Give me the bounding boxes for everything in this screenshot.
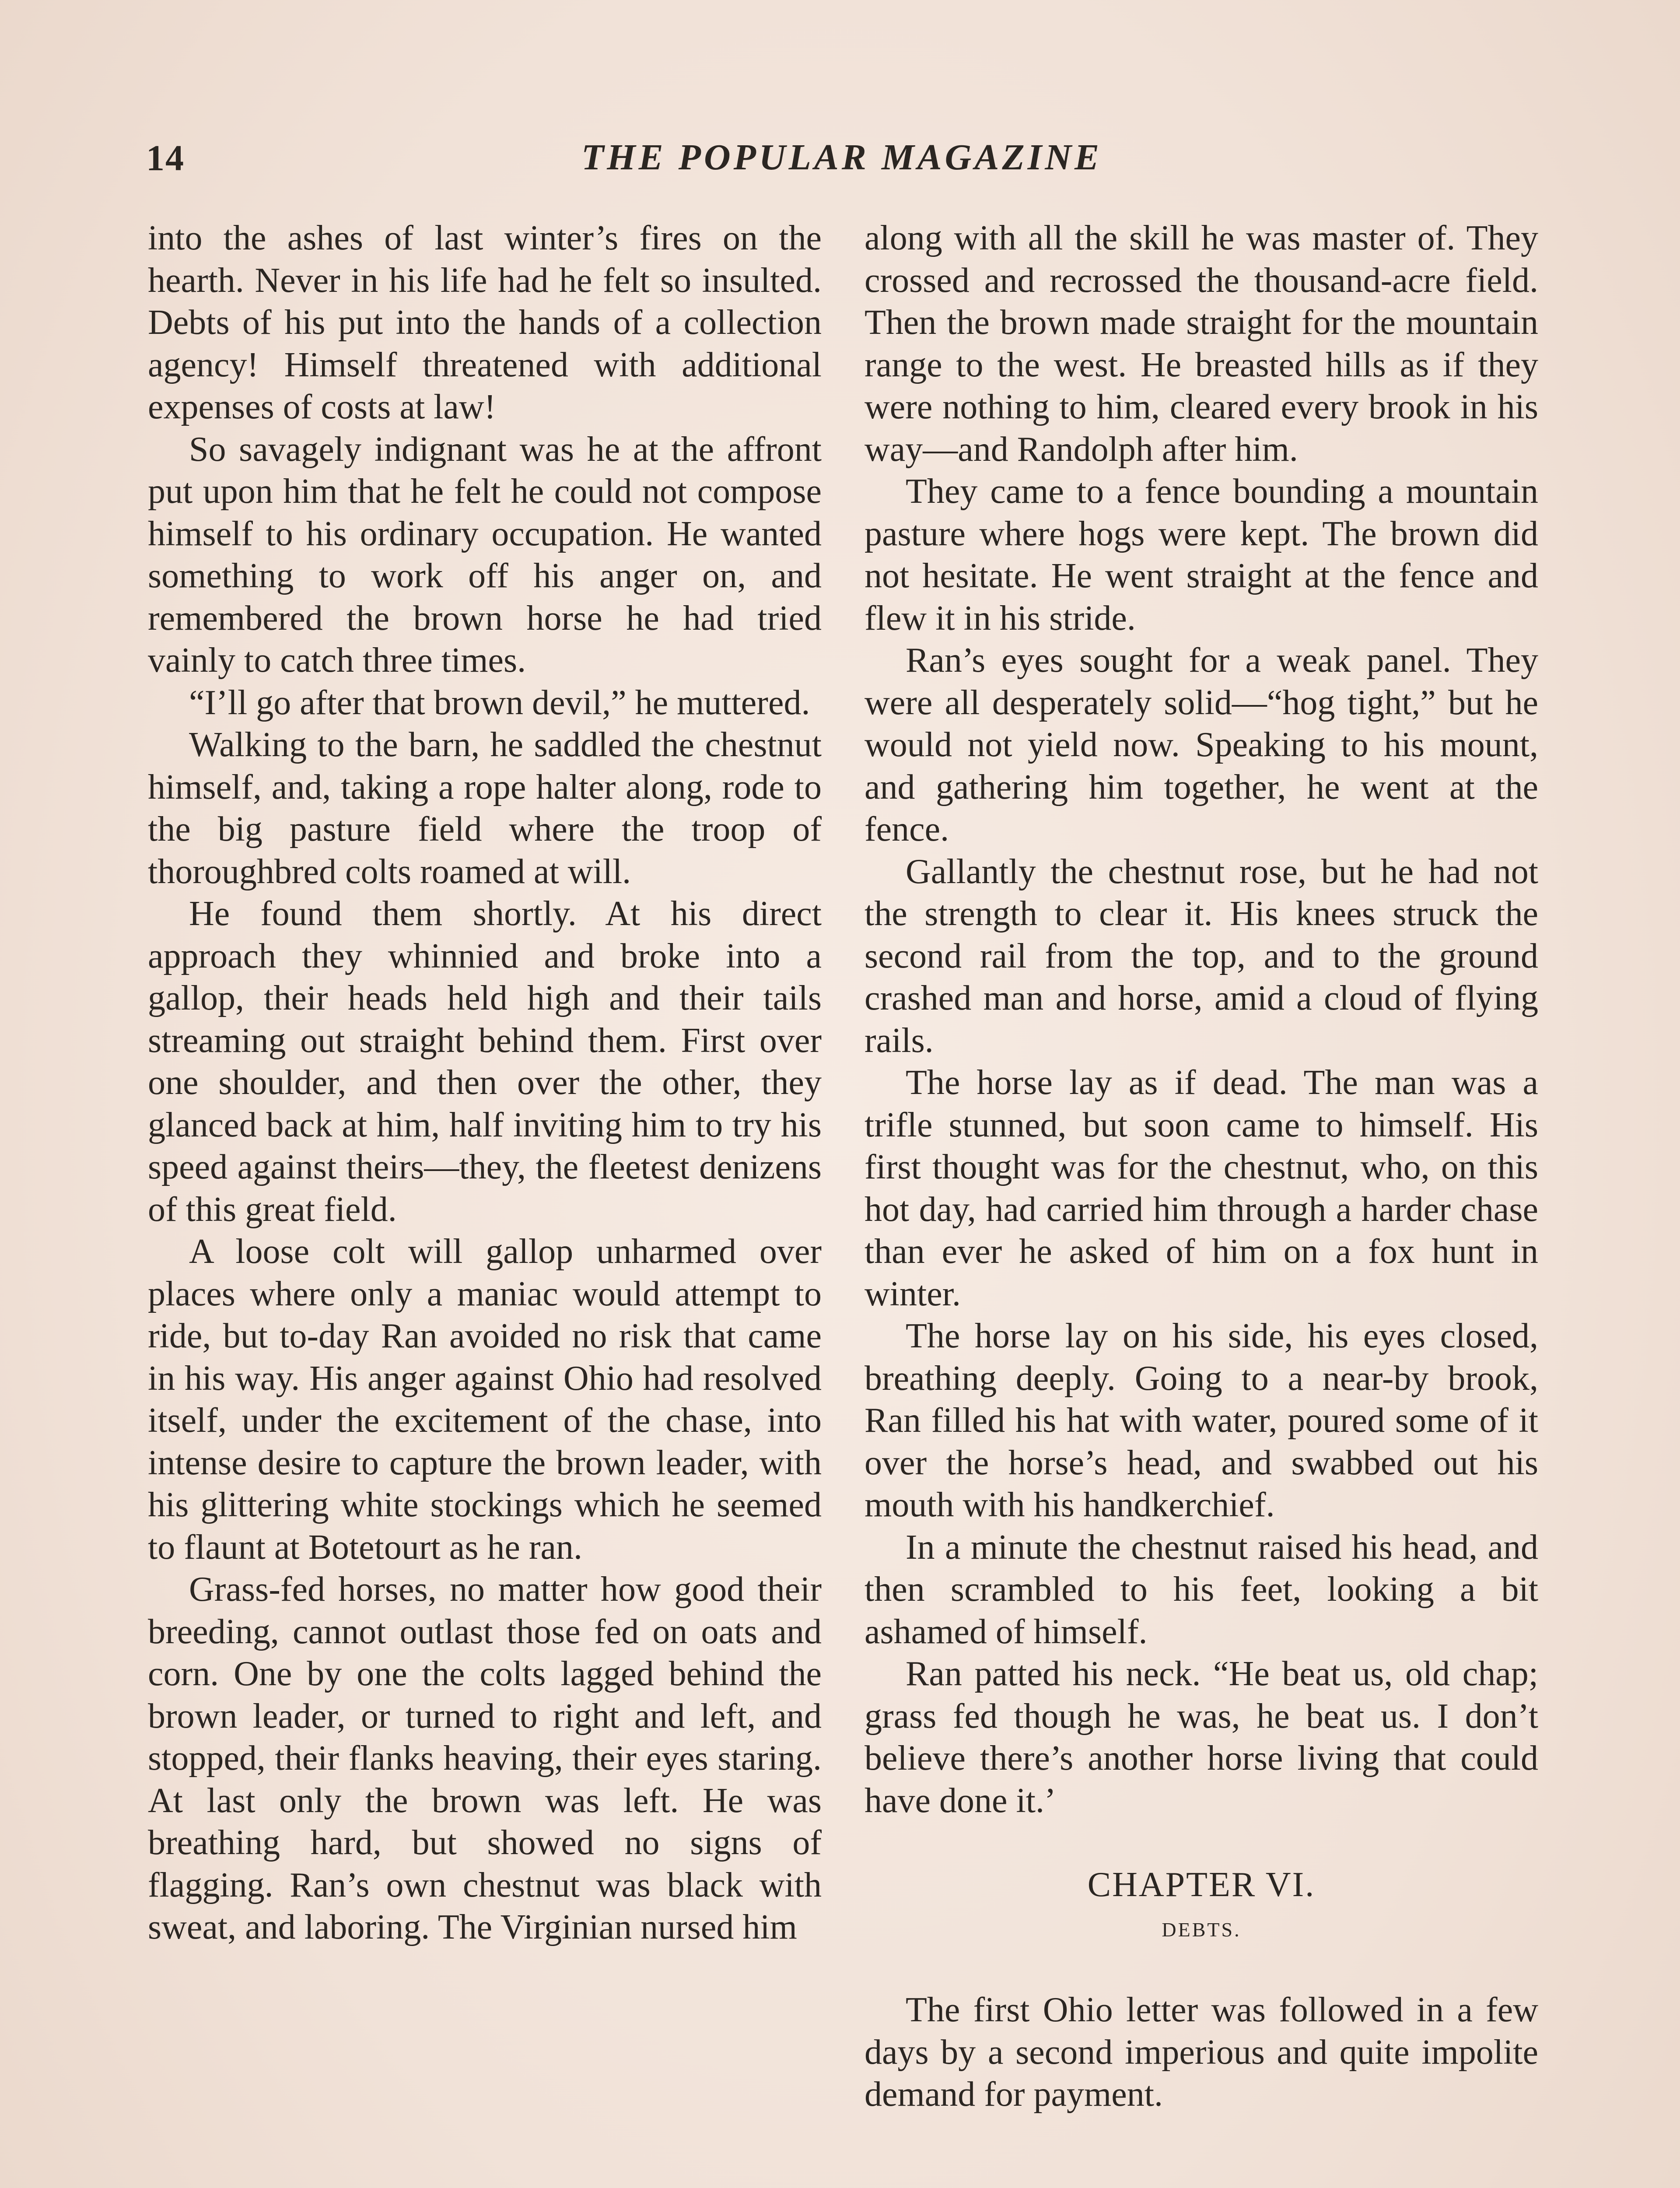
paragraph: They came to a fence bounding a mountain pasture where hogs were kept. The brown did not hesitate. He went straight at the fence and flew it in his stride.	[864, 472, 1538, 638]
paragraph: along with all the skill he was master of. They crossed and recrossed the thousand-acre field. Then the brown made straight for the mountain range to the west. He breasted hills as if they were nothing to him, cleared every brook in his way—and Randolph after him.	[864, 219, 1538, 469]
left-column	[148, 217, 822, 2188]
paragraph: So savagely indignant was he at the affront put upon him that he felt he could not compose himself to his ordinary occupation. He wanted something to work off his anger on, and remembered the brown horse he had tried vainly to catch three times.	[148, 430, 822, 680]
paragraph: into the ashes of last winter’s fires on the hearth. Never in his life had he felt so insulted. Debts of his put into the hands of a collection agency! Himself threatened with additional expenses of costs at law!	[148, 219, 822, 426]
paragraph: The horse lay as if dead. The man was a trifle stunned, but soon came to himself. His first thought was for the chestnut, who, on this hot day, had carried him through a harder chase than ever he asked of him on a fox hunt in winter.	[864, 1063, 1538, 1313]
page-number: 14	[146, 138, 185, 179]
paragraph: Gallantly the chestnut rose, but he had not the strength to clear it. His knees struck the second rail from the top, and to the ground crashed man and horse, amid a cloud of flying rails.	[864, 852, 1538, 1060]
paragraph: In a minute the chestnut raised his head, and then scrambled to his feet, looking a bit ashamed of himself.	[864, 1528, 1538, 1651]
paragraph: Grass-fed horses, no matter how good their breeding, cannot outlast those fed on oats and corn. One by one the colts lagged behind the brown leader, or turned to right and left, and stopped, their flanks heaving, their eyes staring. At last only the brown was left. He was breathing hard, but showed no signs of flagging. Ran’s own chestnut was black with sweat, and laboring. The Virginian nursed him	[148, 1570, 822, 1946]
chapter-subheading: DEBTS.	[1162, 1918, 1241, 1941]
paragraph: A loose colt will gallop unharmed over places where only a maniac would attempt to ride, but to-day Ran avoided no risk that came in his way. His anger against Ohio had resolved itself, under the excitement of the chase, into intense desire to capture the brown leader, with his glittering white stockings which he seemed to flaunt at Botetourt as he ran.	[148, 1232, 822, 1567]
chapter-opening-paragraph: The first Ohio letter was followed in a few days by a second imperious and quite impolite demand for payment.	[864, 1991, 1538, 2114]
paragraph: Ran patted his neck. “He beat us, old chap; grass fed though he was, he beat us. I don’t believe there’s another horse living that could have done it.’	[864, 1655, 1538, 1820]
running-head	[146, 131, 1537, 188]
magazine-title: THE POPULAR MAGAZINE	[581, 137, 1102, 178]
paragraph: “I’ll go after that brown devil,” he muttered.	[189, 683, 810, 722]
paragraph: Walking to the barn, he saddled the chestnut himself, and, taking a rope halter along, rode to the big pasture field where the troop of thoroughbred colts roamed at will.	[148, 726, 822, 891]
paragraph: Ran’s eyes sought for a weak panel. They were all desperately solid—“hog tight,” but he would not yield now. Speaking to his mount, and gathering him together, he went at the fence.	[864, 641, 1538, 849]
chapter-heading: CHAPTER VI.	[1087, 1865, 1316, 1904]
paragraph: He found them shortly. At his direct approach they whinnied and broke into a gallop, their heads held high and their tails streaming out straight behind them. First over one shoulder, and then over the other, they glanced back at him, half inviting him to try his speed against theirs—they, the fleetest denizens of this great field.	[148, 894, 822, 1229]
paragraph: The horse lay on his side, his eyes closed, breathing deeply. Going to a near-by brook, Ran filled his hat with water, poured some of it over the horse’s head, and swabbed out his mouth with his handkerchief.	[864, 1317, 1538, 1524]
right-column	[864, 217, 1538, 2188]
